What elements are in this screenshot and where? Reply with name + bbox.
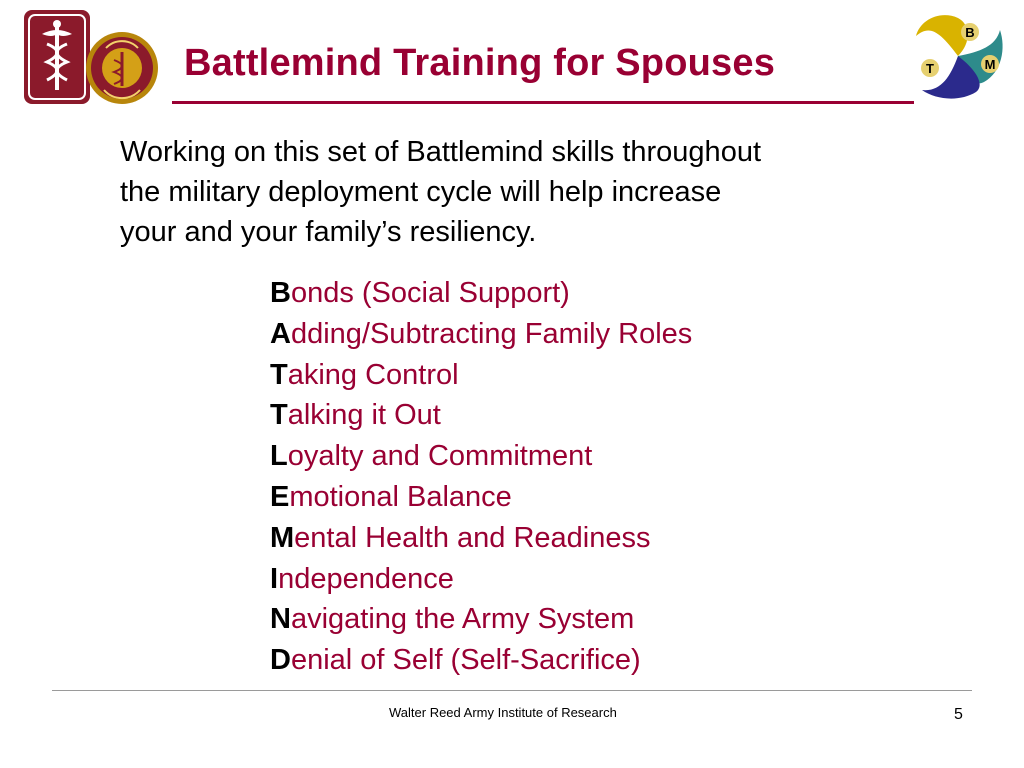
intro-line: your and your family’s resiliency. <box>120 216 537 248</box>
skill-initial: A <box>270 317 291 350</box>
intro-paragraph <box>120 132 920 252</box>
army-medical-logos <box>22 8 162 108</box>
footer-divider <box>52 690 972 691</box>
caduceus-seal-icon <box>24 10 90 104</box>
btm-logo-icon <box>910 12 1006 100</box>
skill-item <box>270 477 692 518</box>
page-number: 5 <box>954 706 963 723</box>
protect-sustain-badge-icon <box>86 32 158 104</box>
skill-label: ental Health and Readiness <box>294 521 651 554</box>
skill-label: ndependence <box>278 562 454 595</box>
title-underline <box>172 101 914 104</box>
skill-label: alking it Out <box>287 399 441 432</box>
skill-item <box>270 273 692 314</box>
skill-item <box>270 355 692 396</box>
skill-item <box>270 314 692 355</box>
skill-item <box>270 395 692 436</box>
skill-item <box>270 559 692 600</box>
skill-label: enial of Self (Self-Sacrifice) <box>290 644 641 677</box>
battlemind-skill-list <box>270 273 692 681</box>
skill-label: motional Balance <box>289 480 512 513</box>
intro-line: the military deployment cycle will help increase <box>120 176 722 208</box>
footer-organization: Walter Reed Army Institute of Research <box>389 705 617 720</box>
skill-item <box>270 518 692 559</box>
skill-initial: I <box>270 562 279 595</box>
skill-initial: T <box>270 399 288 432</box>
skill-initial: T <box>270 358 288 391</box>
skill-item <box>270 640 692 681</box>
svg-text:T: T <box>926 61 934 76</box>
skill-label: avigating the Army System <box>290 603 635 636</box>
skill-item <box>270 599 692 640</box>
skill-label: oyalty and Commitment <box>287 440 593 473</box>
intro-line: Working on this set of Battlemind skills throughout <box>120 136 762 168</box>
slide-title: Battlemind Training for Spouses <box>184 42 776 84</box>
skill-label: dding/Subtracting Family Roles <box>290 317 693 350</box>
skill-initial: M <box>270 521 295 554</box>
skill-label: aking Control <box>287 358 459 391</box>
skill-initial: B <box>270 277 291 309</box>
skill-initial: L <box>270 440 288 473</box>
skill-initial: E <box>270 480 290 513</box>
skill-initial: D <box>270 644 291 677</box>
skill-item <box>270 436 692 477</box>
svg-text:M: M <box>984 57 996 72</box>
svg-text:B: B <box>965 25 975 40</box>
skill-label: onds (Social Support) <box>290 277 570 309</box>
skill-initial: N <box>270 603 291 636</box>
